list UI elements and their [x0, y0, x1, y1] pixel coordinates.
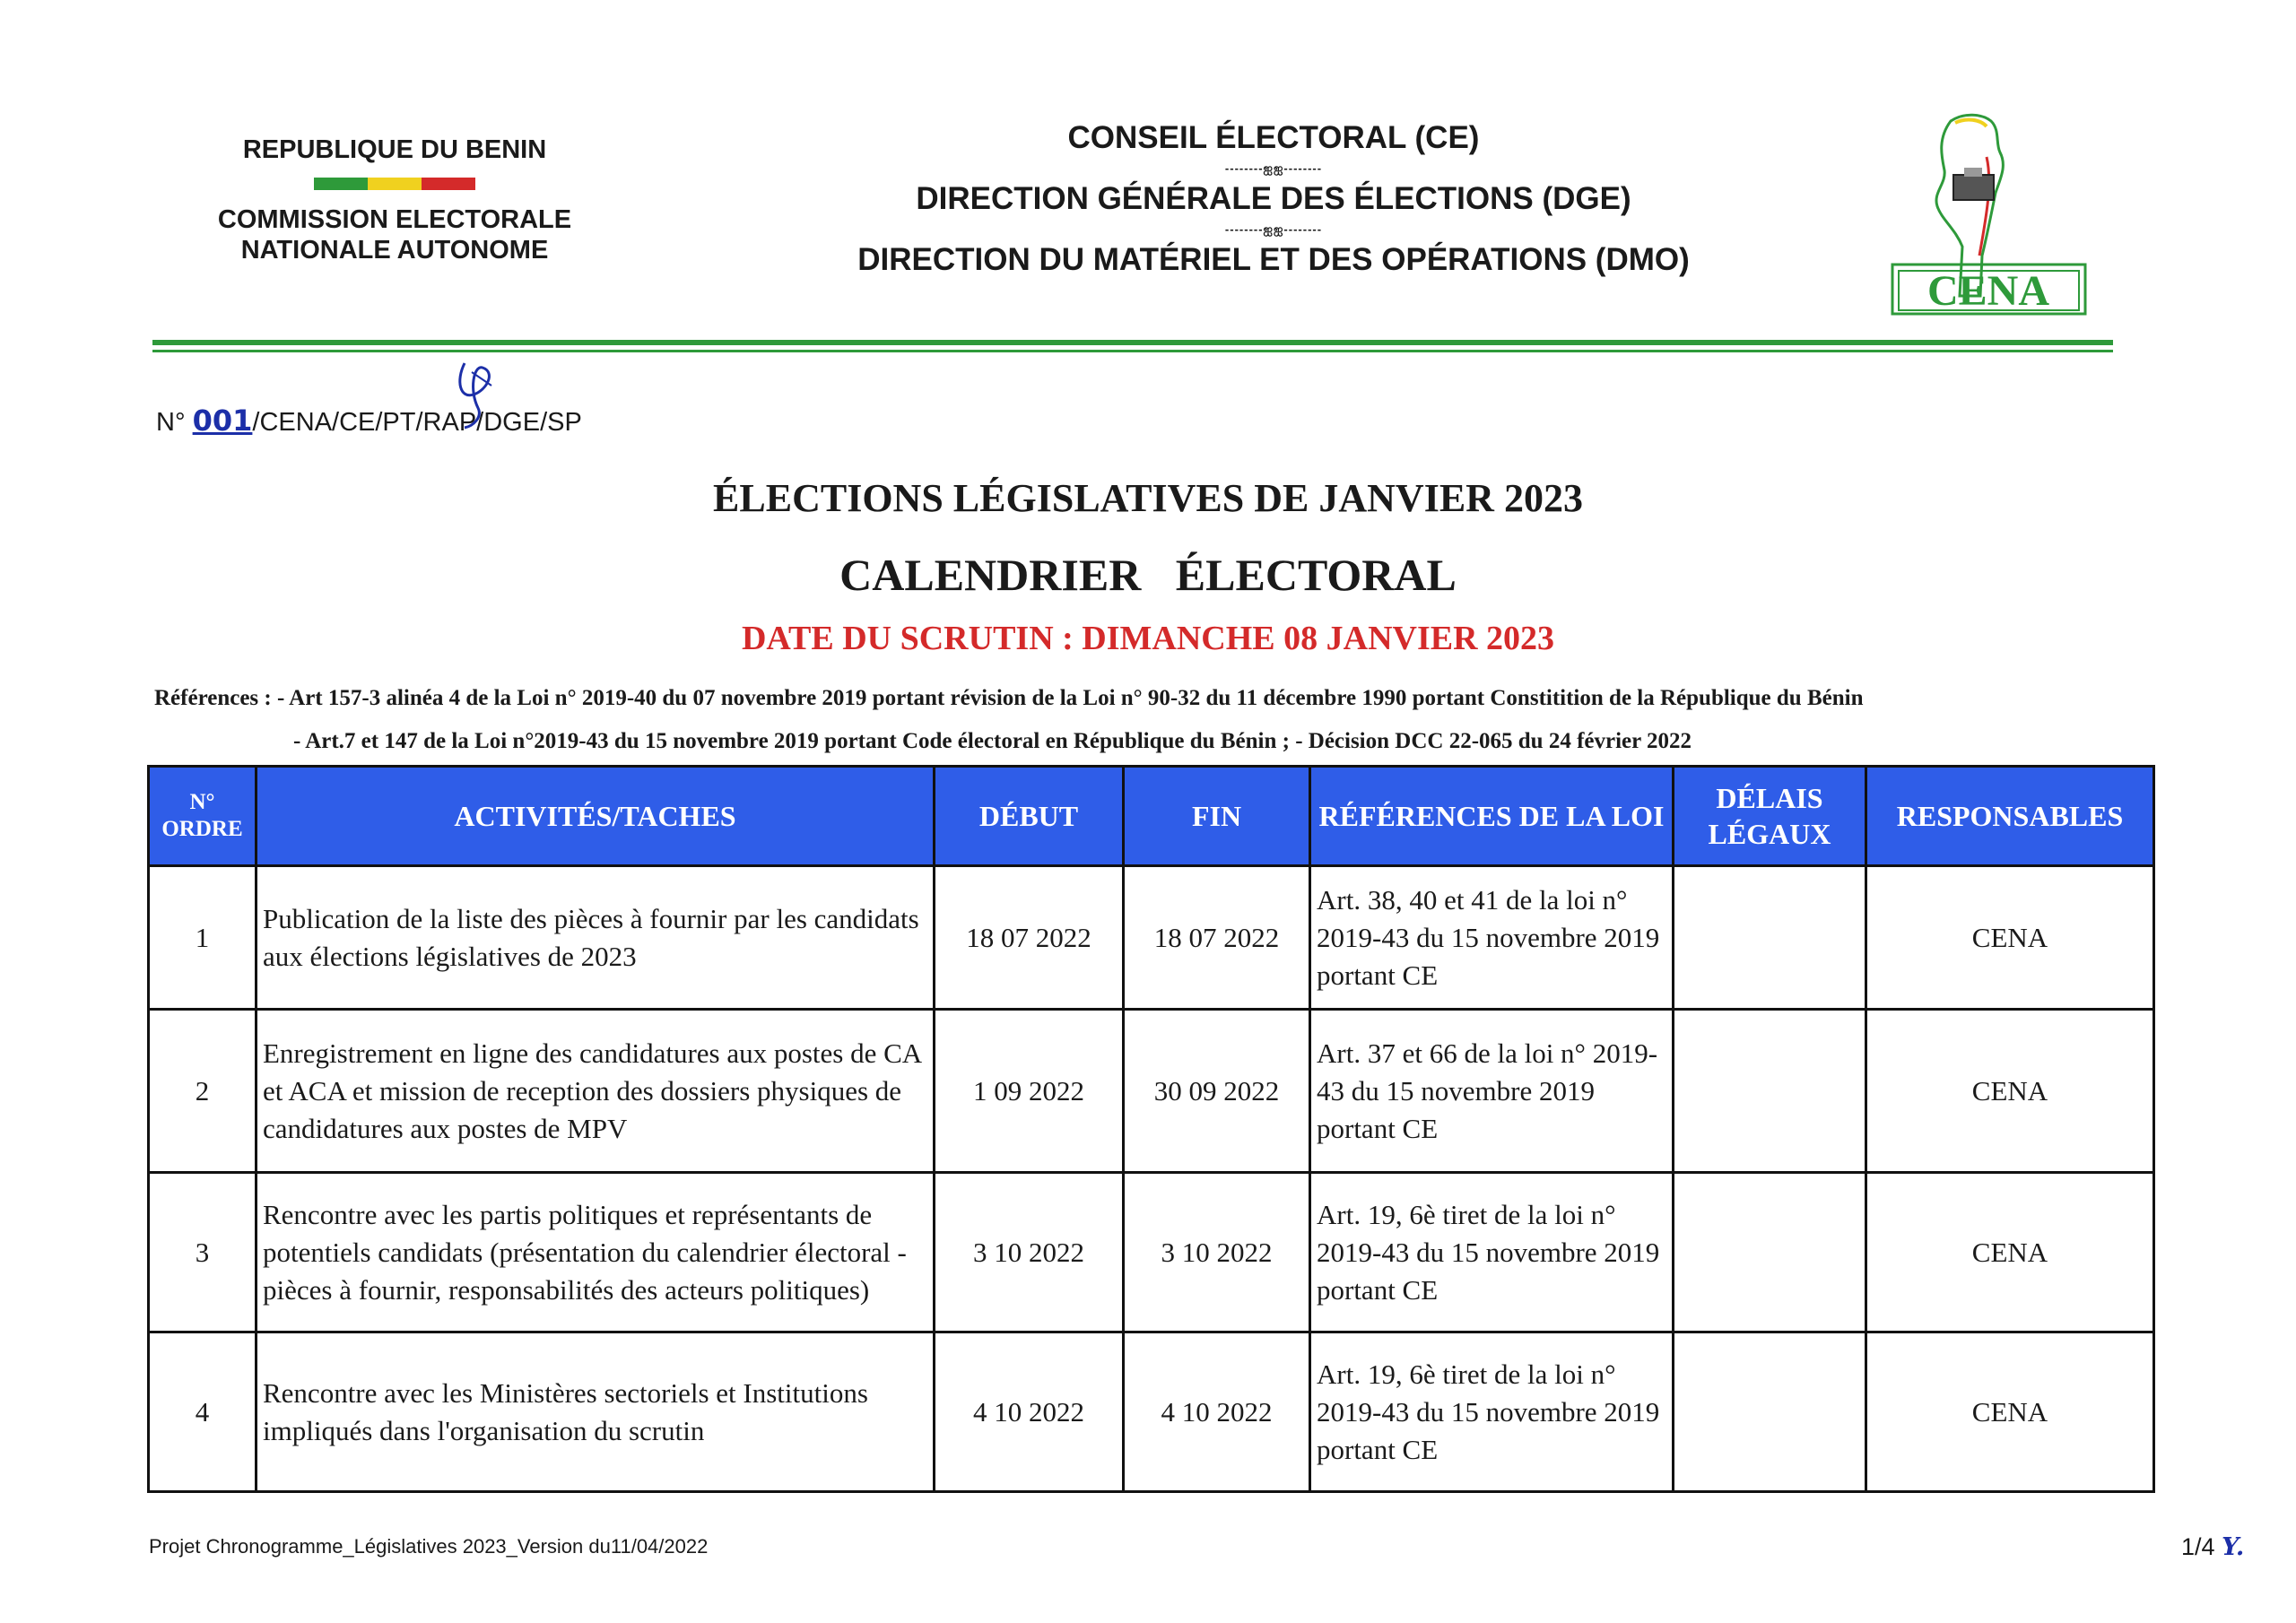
cell-debut: 4 10 2022	[935, 1332, 1124, 1492]
cell-delais	[1674, 866, 1866, 1010]
flag-green	[314, 178, 368, 190]
reference-suffix: /CENA/CE/PT/RAP/DGE/SP	[252, 408, 582, 437]
table-row	[149, 1010, 2154, 1173]
election-title: ÉLECTIONS LÉGISLATIVES DE JANVIER 2023	[713, 476, 1583, 520]
header-responsables: RESPONSABLES	[1866, 767, 2154, 866]
cell-fin: 3 10 2022	[1124, 1173, 1310, 1332]
page-number: 1/4 Y.	[2181, 1533, 2245, 1561]
flag-yellow	[368, 178, 422, 190]
header-separator: --------ஐஐ--------	[1224, 222, 1323, 236]
header-references: RÉFÉRENCES DE LA LOI	[1310, 767, 1674, 866]
handwritten-initials: Y.	[2222, 1533, 2245, 1561]
cell-reference: Art. 19, 6è tiret de la loi n° 2019-43 du 15 novembre 2019 portant CE	[1310, 1332, 1674, 1492]
table-row	[149, 1173, 2154, 1332]
header-ordre: N° ORDRE	[149, 767, 257, 866]
cell-delais	[1674, 1010, 1866, 1173]
cell-activite: Publication de la liste des pièces à fournir par les candidats aux élections législatives de 2023	[257, 866, 935, 1010]
reference-prefix: N°	[156, 408, 186, 437]
cell-activite: Rencontre avec les Ministères sectoriels et Institutions impliqués dans l'organisation du scrutin	[257, 1332, 935, 1492]
cell-fin: 18 07 2022	[1124, 866, 1310, 1010]
cell-responsable: CENA	[1866, 1332, 2154, 1492]
cell-debut: 18 07 2022	[935, 866, 1124, 1010]
cell-fin: 30 09 2022	[1124, 1010, 1310, 1173]
cell-delais	[1674, 1332, 1866, 1492]
country-name: REPUBLIQUE DU BENIN	[242, 135, 547, 164]
cell-delais	[1674, 1173, 1866, 1332]
commission-name-line1: COMMISSION ELECTORALE	[217, 205, 572, 234]
legal-references	[154, 677, 1863, 763]
commission-name-line2: NATIONALE AUTONOME	[240, 236, 549, 265]
cell-reference: Art. 38, 40 et 41 de la loi n° 2019-43 du 15 novembre 2019 portant CE	[1310, 866, 1674, 1010]
header-fin: FIN	[1124, 767, 1310, 866]
header-line-ce: CONSEIL ÉLECTORAL (CE)	[1067, 120, 1480, 155]
cell-ordre: 1	[149, 866, 257, 1010]
calendar-table	[147, 765, 2155, 1493]
reference-number	[156, 404, 582, 438]
header-line-dge: DIRECTION GÉNÉRALE DES ÉLECTIONS (DGE)	[916, 181, 1631, 216]
header-center	[771, 120, 1776, 278]
cell-ordre: 4	[149, 1332, 257, 1492]
cell-responsable: CENA	[1866, 1173, 2154, 1332]
legal-reference-line1: Références : - Art 157-3 alinéa 4 de la Loi n° 2019-40 du 07 novembre 2019 portant révision de la Loi n° 90-32 du 11 décembre 1990 portant Constitition de la République du Bénin	[154, 686, 1864, 710]
reference-handwritten-number: 001	[192, 404, 253, 438]
cell-responsable: CENA	[1866, 1010, 2154, 1173]
header-left	[161, 135, 628, 265]
cell-debut: 3 10 2022	[935, 1173, 1124, 1332]
cell-fin: 4 10 2022	[1124, 1332, 1310, 1492]
header-rule-thin	[152, 350, 2113, 352]
flag-red	[422, 178, 475, 190]
header-debut: DÉBUT	[935, 767, 1124, 866]
footer-version: Projet Chronogramme_Législatives 2023_Version du11/04/2022	[149, 1535, 709, 1558]
calendar-title: CALENDRIER ÉLECTORAL	[839, 550, 1457, 600]
cell-activite: Rencontre avec les partis politiques et représentants de potentiels candidats (présentation du calendrier électoral - pièces à fournir, responsabilités des acteurs politiques)	[257, 1173, 935, 1332]
cell-reference: Art. 37 et 66 de la loi n° 2019-43 du 15 novembre 2019 portant CE	[1310, 1010, 1674, 1173]
cell-debut: 1 09 2022	[935, 1010, 1124, 1173]
table-header-row	[149, 767, 2154, 866]
legal-reference-line2: - Art.7 et 147 de la Loi n°2019-43 du 15 novembre 2019 portant Code électoral en République du Bénin ; - Décision DCC 22-065 du 24 février 2022	[293, 729, 1692, 753]
header-delais: DÉLAIS LÉGAUX	[1674, 767, 1866, 866]
header-line-dmo: DIRECTION DU MATÉRIEL ET DES OPÉRATIONS (DMO)	[857, 242, 1690, 277]
cell-ordre: 2	[149, 1010, 257, 1173]
flag-stripe	[314, 178, 475, 190]
handwritten-paraph	[447, 354, 509, 430]
logo-text: CENA	[1926, 267, 2050, 315]
header-separator: --------ஐஐ--------	[1224, 161, 1323, 175]
cell-activite: Enregistrement en ligne des candidatures aux postes de CA et ACA et mission de reception des dossiers physiques de candidatures aux postes de MPV	[257, 1010, 935, 1173]
cena-logo	[1866, 103, 2108, 327]
poll-date: DATE DU SCRUTIN : DIMANCHE 08 JANVIER 2023	[741, 620, 1555, 657]
cell-reference: Art. 19, 6è tiret de la loi n° 2019-43 du 15 novembre 2019 portant CE	[1310, 1173, 1674, 1332]
table-row	[149, 1332, 2154, 1492]
table-row	[149, 866, 2154, 1010]
cell-responsable: CENA	[1866, 866, 2154, 1010]
header-rule	[152, 340, 2113, 345]
header-activites: ACTIVITÉS/TACHES	[257, 767, 935, 866]
cell-ordre: 3	[149, 1173, 257, 1332]
